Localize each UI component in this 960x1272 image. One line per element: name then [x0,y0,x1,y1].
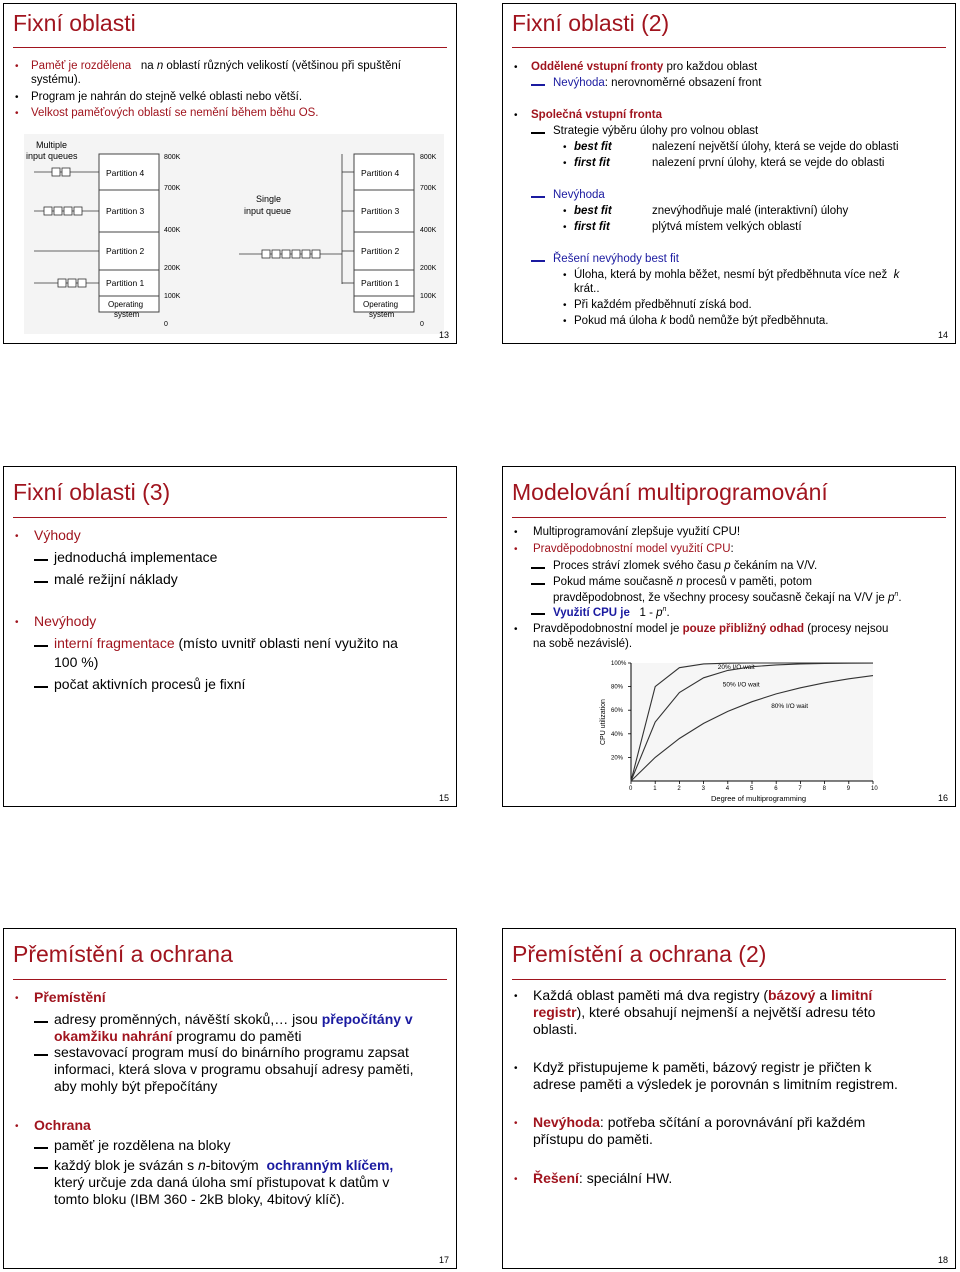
page-number: 13 [438,330,449,340]
dash [531,613,545,615]
bullet: • [514,624,518,635]
multiple-label: Multiple [36,140,68,150]
slide-title: Fixní oblasti [13,10,136,36]
line: adresy proměnných, návěští skoků,… jsou přepočítány v [54,1011,413,1027]
y-axis-label: CPU utilization [600,699,607,745]
bullet: • [563,316,567,327]
line: 100 %) [54,654,99,670]
y-tick-label: 100% [611,661,627,667]
bullet-text: Velkost paměťových oblastí se nemění během běhu OS. [31,107,319,119]
os-label: system [114,310,140,319]
bullet: • [563,222,567,233]
os-label: Operating [108,300,144,309]
line: Když přistupujeme k paměti, bázový registr je přičten k [533,1059,872,1075]
line: aby mohly být přepočítány [54,1078,218,1094]
line: okamžiku nahrání programu do paměti [54,1028,302,1044]
bullet: • [15,531,19,542]
bullet: • [15,993,19,1004]
bullet: • [514,62,518,73]
slide-17 [3,928,457,1269]
line: Každá oblast paměti má dva registry (bázový a limitní [533,987,873,1003]
bullet: • [563,158,567,169]
x-tick-label: 3 [701,786,705,792]
bullet: • [514,991,518,1002]
dash [34,686,48,688]
slide-14 [502,3,956,344]
dash [531,196,545,198]
line: Přemístění [34,989,106,1005]
dash [34,1021,48,1023]
line: Úloha, která by mohla běžet, nesmí být předběhnuta více než k [574,269,900,281]
dash [531,84,545,86]
partition-label: Partition 3 [361,206,400,216]
line: pravděpodobnost, že všechny procesy současně čekají na V/V je $p^n$. [553,591,902,604]
bullet: • [514,1063,518,1074]
y-tick-label: 60% [611,708,624,715]
bullet: • [15,1121,19,1132]
dash [34,581,48,583]
page-number: 15 [438,793,449,803]
series-label: 20% I/O wait [717,664,755,671]
bullet: • [514,110,518,121]
line: oblasti. [533,1021,578,1037]
line: first fit [574,221,610,233]
page-number: 18 [937,1255,948,1265]
x-tick-label: 9 [846,786,851,792]
line: nalezení největší úlohy, která se vejde do oblasti [652,141,899,153]
partition-label: Partition 2 [361,246,400,256]
line: Ochrana [34,1117,91,1133]
line: adrese paměti a výsledek je porovnán s limitním registrem. [533,1076,898,1092]
page-number: 16 [937,793,948,803]
line: Nevýhoda [553,189,605,201]
line: interní fragmentace (místo uvnitř oblasti není využito na [54,635,398,651]
line: každý blok je svázán s n-bitovým ochranným klíčem, [54,1157,394,1173]
line: nalezení první úlohy, která se vejde do oblasti [652,157,885,169]
line: Pravděpodobnostní model využití CPU: [533,543,734,555]
series-label: 80% I/O wait [771,702,809,710]
bullet: • [15,92,19,103]
dash [34,1167,48,1169]
series-label: 50% I/O wait [722,681,760,689]
dash [34,1147,48,1149]
title-rule [512,47,946,48]
title-rule [512,517,946,518]
page-number: 17 [438,1255,449,1265]
title-rule [512,979,946,980]
line: Řešení: speciální HW. [533,1170,673,1186]
title-rule [13,47,447,48]
addr-mark: 400K [420,227,437,234]
partition-figure [24,134,444,334]
slide-title: Fixní oblasti (2) [512,10,670,36]
line: tomto bloku (IBM 360 - 2kB bloky, 4bitový klíč). [54,1191,345,1207]
x-tick-label: 6 [774,786,778,792]
y-tick-label: 40% [611,731,624,738]
bullet: • [514,544,518,555]
slide-15 [3,466,457,807]
bullet: • [563,270,567,281]
partition-label: Partition 3 [106,206,145,216]
slide-title: Přemístění a ochrana [13,941,233,967]
addr-mark: 0 [420,321,424,328]
partition-label: Partition 1 [361,278,400,288]
dash [34,645,48,647]
y-tick-label: 80% [611,684,624,691]
line: Pravděpodobnostní model je pouze přibližný odhad (procesy nejsou [533,623,889,635]
slide-18 [502,928,956,1269]
line: Proces stráví zlomek svého času p čekáním na V/V. [553,560,818,572]
line: best fit [574,205,612,217]
x-tick-label: 4 [725,786,730,792]
line: paměť je rozdělena na bloky [54,1137,231,1153]
os-label: Operating [363,300,399,309]
line: Nevýhoda: potřeba sčítání a porovnávání při každém [533,1114,866,1130]
os-label: system [369,310,395,319]
line: Při každém předběhnutí získá bod. [574,299,752,311]
bullet: • [563,300,567,311]
bullet-text: Program je nahrán do stejně velké oblasti nebo větší. [31,91,303,103]
dash [531,260,545,262]
multiple-label: input queues [26,151,78,161]
bullet: • [514,1174,518,1185]
dash [34,559,48,561]
single-label: Single [256,194,282,204]
line: Pokud má úloha k bodů nemůže být předběhnuta. [574,315,829,327]
line: přístupu do paměti. [533,1131,653,1147]
line: best fit [574,141,612,153]
line: jednoduchá implementace [54,549,218,565]
line: Řešení nevýhody best fit [553,253,679,265]
single-label: input queue [244,206,292,216]
title-rule [13,979,447,980]
addr-mark: 100K [420,293,437,300]
line: Oddělené vstupní fronty pro každou oblast [531,61,758,73]
cpu-utilization-chart [591,655,881,805]
partition-label: Partition 4 [106,168,145,178]
line: Strategie výběru úlohy pro volnou oblast [553,125,759,137]
addr-mark: 700K [164,185,181,192]
addr-mark: 800K [164,154,181,161]
addr-mark: 0 [164,321,168,328]
addr-mark: 200K [164,265,181,272]
x-tick-label: 10 [871,786,878,792]
bullet: • [15,108,19,119]
bullet-text: Paměť je rozdělena na n oblastí různých velikostí (většinou při spuštění [31,60,402,72]
slide-title: Přemístění a ochrana (2) [512,941,767,967]
page-number: 14 [937,330,948,340]
line: registr), které obsahují nejmenší a největší adresu této [533,1004,876,1020]
x-tick-label: 0 [629,786,633,792]
slide-title: Modelování multiprogramování [512,479,828,505]
addr-mark: 100K [164,293,181,300]
bullet: • [15,61,19,72]
bullet-text-cont: systému). [31,74,81,86]
slide-16 [502,466,956,807]
line: Multiprogramování zlepšuje využití CPU! [533,526,741,538]
line: sestavovací program musí do binárního programu zapsat [54,1044,409,1060]
line: Využití CPU je $1 - p^n$. [553,606,670,619]
line: který určuje zda daná úloha smí přistupovat k datům v [54,1174,390,1190]
line: znevýhodňuje malé (interaktivní) úlohy [652,205,849,217]
bullet: • [15,617,19,628]
y-tick-label: 20% [611,755,624,762]
bullet: • [563,206,567,217]
x-axis-label: Degree of multiprogramming [711,794,807,803]
line: first fit [574,157,610,169]
partition-label: Partition 2 [106,246,145,256]
line: plýtvá místem velkých oblastí [652,221,802,233]
dash [531,132,545,134]
line: Společná vstupní fronta [531,109,662,121]
x-tick-label: 7 [798,786,802,792]
line: malé režijní náklady [54,571,178,587]
line: Nevýhoda: nerovnoměrné obsazení front [553,77,762,89]
x-tick-label: 2 [677,786,681,792]
partition-label: Partition 1 [106,278,145,288]
dash [531,567,545,569]
line: informaci, která slova v programu obsahují adresy paměti, [54,1061,414,1077]
partition-label: Partition 4 [361,168,400,178]
line: Pokud máme současně n procesů v paměti, potom [553,576,812,588]
line: krát.. [574,283,600,295]
slide-13 [3,3,457,344]
x-tick-label: 5 [750,786,754,792]
line: Výhody [34,527,81,543]
line: Nevýhody [34,613,97,629]
bullet: • [563,142,567,153]
addr-mark: 700K [420,185,437,192]
addr-mark: 200K [420,265,437,272]
dash [34,1054,48,1056]
x-tick-label: 8 [822,786,826,792]
dash [531,583,545,585]
line: na sobě nezávislé). [533,638,633,650]
x-tick-label: 1 [653,786,657,792]
line: počat aktivních procesů je fixní [54,676,246,692]
slide-title: Fixní oblasti (3) [13,479,171,505]
addr-mark: 400K [164,227,181,234]
title-rule [13,517,447,518]
bullet: • [514,527,518,538]
addr-mark: 800K [420,154,437,161]
bullet: • [514,1118,518,1129]
